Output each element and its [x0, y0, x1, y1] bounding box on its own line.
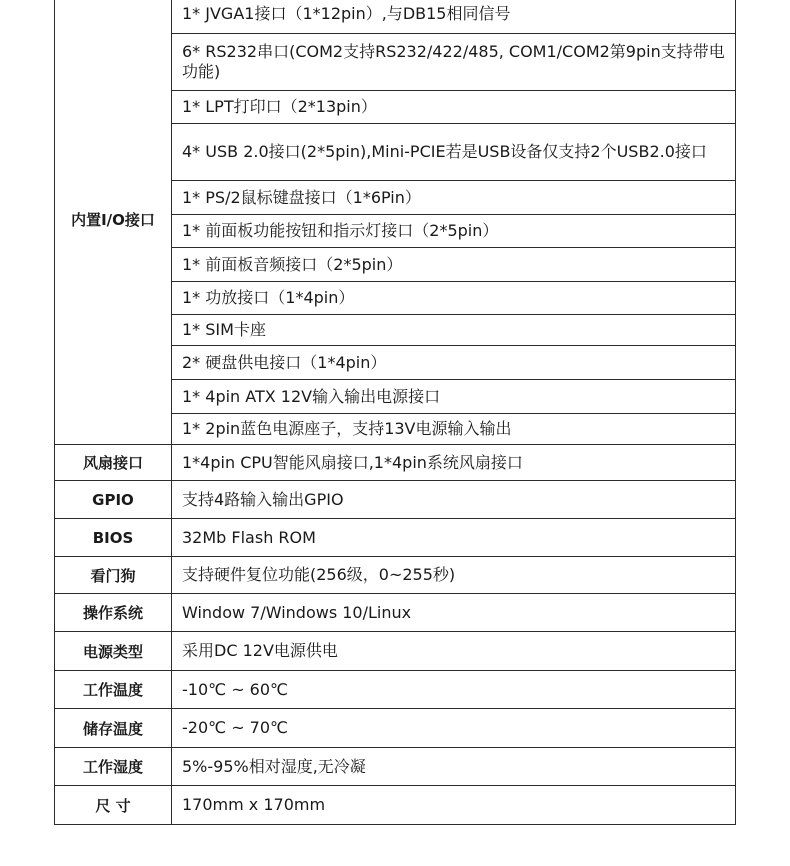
- spec-value: 支持4路输入输出GPIO: [172, 481, 736, 519]
- io-item: 4* USB 2.0接口(2*5pin),Mini-PCIE若是USB设备仅支持2个USB2.0接口: [172, 124, 736, 181]
- spec-value: Window 7/Windows 10/Linux: [172, 594, 736, 632]
- spec-value: 170mm x 170mm: [172, 786, 736, 825]
- spec-label: 储存温度: [55, 709, 172, 748]
- spec-label: GPIO: [55, 481, 172, 519]
- spec-value: -20℃ ~ 70℃: [172, 709, 736, 748]
- table-row: [55, 632, 736, 671]
- io-item: 1* JVGA1接口（1*12pin）,与DB15相同信号: [172, 0, 736, 34]
- spec-label: BIOS: [55, 519, 172, 557]
- io-item: 2* 硬盘供电接口（1*4pin）: [172, 346, 736, 380]
- table-row: [55, 557, 736, 594]
- spec-label: 看门狗: [55, 557, 172, 594]
- io-item: 1* 前面板功能按钮和指示灯接口（2*5pin）: [172, 215, 736, 248]
- io-item: 1* 功放接口（1*4pin）: [172, 282, 736, 315]
- table-row: [55, 709, 736, 748]
- io-item: 1* 前面板音频接口（2*5pin）: [172, 248, 736, 282]
- io-item: 1* 2pin蓝色电源座子，支持13V电源输入输出: [172, 414, 736, 445]
- table-row: [55, 671, 736, 709]
- table-row: [55, 445, 736, 481]
- spec-value: 32Mb Flash ROM: [172, 519, 736, 557]
- table-row: [55, 481, 736, 519]
- spec-label: 电源类型: [55, 632, 172, 671]
- spec-label: 工作湿度: [55, 748, 172, 786]
- spec-label: 风扇接口: [55, 445, 172, 481]
- spec-label: 操作系统: [55, 594, 172, 632]
- io-item: 1* LPT打印口（2*13pin）: [172, 91, 736, 124]
- table-row: [55, 519, 736, 557]
- spec-label: 工作温度: [55, 671, 172, 709]
- table-row: [55, 786, 736, 825]
- io-item: 6* RS232串口(COM2支持RS232/422/485, COM1/COM2第9pin支持带电功能): [172, 34, 736, 91]
- spec-value: 采用DC 12V电源供电: [172, 632, 736, 671]
- spec-label-io: 内置I/O接口: [55, 0, 172, 445]
- spec-value: 5%-95%相对湿度,无冷凝: [172, 748, 736, 786]
- io-item: 1* 4pin ATX 12V输入输出电源接口: [172, 380, 736, 414]
- spec-label: 尺 寸: [55, 786, 172, 825]
- io-item: 1* PS/2鼠标键盘接口（1*6Pin）: [172, 181, 736, 215]
- io-item: 1* SIM卡座: [172, 315, 736, 346]
- spec-value: -10℃ ~ 60℃: [172, 671, 736, 709]
- table-row: [55, 0, 736, 34]
- spec-table: [54, 0, 736, 825]
- spec-value: 1*4pin CPU智能风扇接口,1*4pin系统风扇接口: [172, 445, 736, 481]
- table-row: [55, 748, 736, 786]
- spec-value: 支持硬件复位功能(256级，0~255秒): [172, 557, 736, 594]
- table-row: [55, 594, 736, 632]
